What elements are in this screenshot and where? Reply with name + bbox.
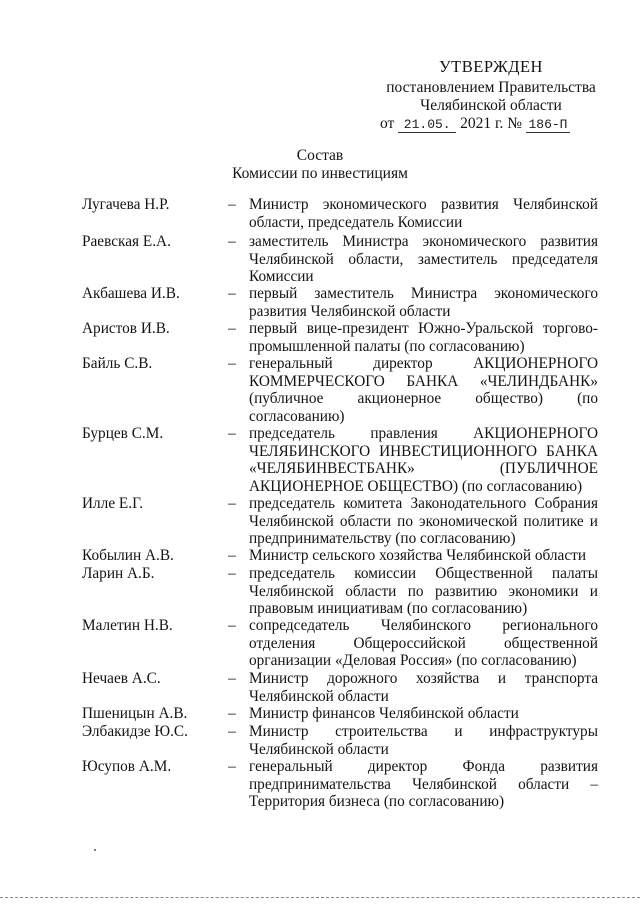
member-dash: –	[228, 723, 236, 740]
member-dash: –	[228, 355, 236, 372]
document-title-line-2: Комиссии по инвестициям	[232, 165, 408, 182]
member-name: Нечаев А.С.	[82, 670, 161, 687]
member-description: Министр экономического развития Челябинской области, председатель Комиссии	[249, 196, 598, 231]
member-description: Министр финансов Челябинской области	[249, 705, 519, 722]
member-description: генеральный директор Фонда развития предпринимательства Челябинской области – Территория бизнеса (по согласованию)	[249, 758, 598, 811]
member-dash: –	[228, 495, 236, 512]
member-name: Ларин А.Б.	[82, 565, 155, 582]
member-description: Министр сельского хозяйства Челябинской области	[249, 547, 587, 564]
member-description: сопредседатель Челябинского регионального отделения Общероссийской общественной организации «Деловая Россия» (по согласованию)	[249, 617, 598, 670]
member-name: Лугачева Н.Р.	[82, 196, 170, 213]
approval-date: 21.05.	[398, 118, 456, 133]
member-dash: –	[228, 617, 236, 634]
member-dash: –	[228, 547, 236, 564]
member-name: Байль С.В.	[82, 355, 153, 372]
member-dash: –	[228, 670, 236, 687]
member-name: Бурцев С.М.	[82, 425, 164, 442]
member-name: Кобылин А.В.	[82, 547, 174, 564]
member-dash: –	[228, 705, 236, 722]
member-description: председатель комиссии Общественной палаты Челябинской области по развитию экономики и правовым инициативам (по согласованию)	[249, 565, 598, 618]
member-name: Малетин Н.В.	[82, 617, 173, 634]
member-name: Юсупов А.М.	[82, 758, 172, 775]
member-description: первый заместитель Министра экономического развития Челябинской области	[249, 285, 598, 320]
approval-heading: УТВЕРЖДЕН	[439, 57, 543, 76]
approval-ot: от	[380, 115, 395, 132]
member-dash: –	[228, 320, 236, 337]
member-description: генеральный директор АКЦИОНЕРНОГО КОММЕРЧЕСКОГО БАНКА «ЧЕЛИНДБАНК» (публичное акционерное общество) (по согласованию)	[249, 355, 598, 425]
approval-line-1: постановлением Правительства	[386, 79, 596, 96]
approval-line-2: Челябинской области	[420, 97, 562, 114]
member-description: заместитель Министра экономического развития Челябинской области, заместитель председателя Комиссии	[249, 233, 598, 286]
member-description: Министр дорожного хозяйства и транспорта Челябинской области	[249, 670, 598, 705]
member-description: первый вице-президент Южно-Уральской торгово-промышленной палаты (по согласованию)	[249, 320, 598, 355]
member-description: председатель правления АКЦИОНЕРНОГО ЧЕЛЯБИНСКОГО ИНВЕСТИЦИОННОГО БАНКА «ЧЕЛЯБИНВЕСТБАНК» (ПУБЛИЧНОЕ АКЦИОНЕРНОЕ ОБЩЕСТВО) (по согласованию)	[249, 425, 598, 495]
member-description: председатель комитета Законодательного Собрания Челябинской области по экономической политике и предпринимательству (по согласованию)	[249, 495, 598, 548]
member-name: Элбакидзе Ю.С.	[82, 723, 188, 740]
member-name: Акбашева И.В.	[82, 285, 180, 302]
approval-year: 2021 г. №	[460, 115, 523, 132]
member-dash: –	[228, 233, 236, 250]
member-name: Илле Е.Г.	[82, 495, 144, 512]
member-dash: –	[228, 285, 236, 302]
member-name: Пшеницын А.В.	[82, 705, 188, 722]
approval-date-number-line	[380, 115, 602, 133]
approval-number: 186-П	[526, 118, 570, 133]
member-dash: –	[228, 758, 236, 775]
member-name: Аристов И.В.	[82, 320, 170, 337]
approval-stamp	[380, 58, 602, 133]
scan-speck	[94, 849, 96, 851]
page-bottom-edge	[0, 897, 640, 898]
member-dash: –	[228, 565, 236, 582]
member-dash: –	[228, 425, 236, 442]
member-description: Министр строительства и инфраструктуры Челябинской области	[249, 723, 598, 758]
member-dash: –	[228, 196, 236, 213]
document-title-line-1: Состав	[296, 147, 344, 164]
member-name: Раевская Е.А.	[82, 233, 171, 250]
